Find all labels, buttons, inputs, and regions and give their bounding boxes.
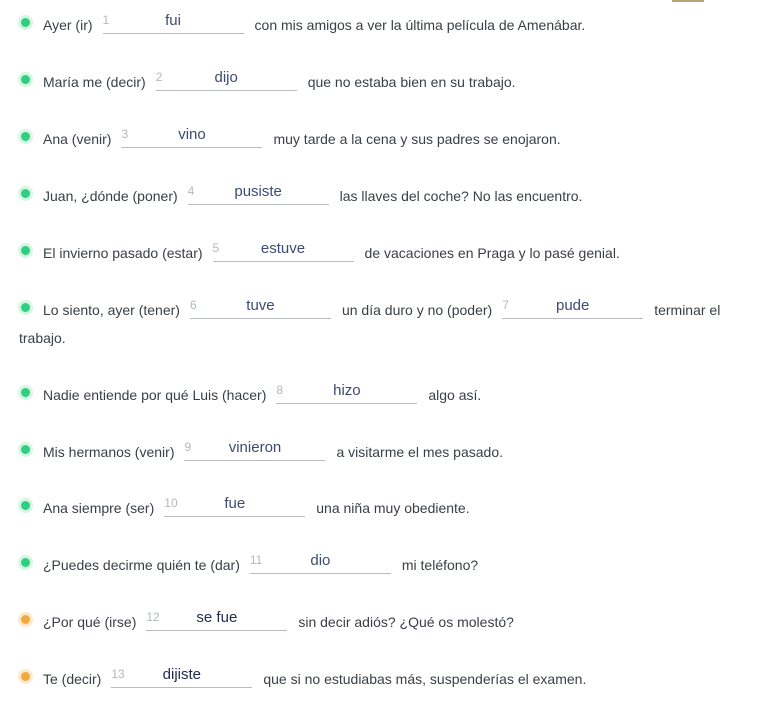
blank-number: 3	[121, 127, 129, 141]
partial-status-dot	[21, 672, 30, 681]
sentence-before: ¿Puedes decirme quién te (dar)	[43, 557, 240, 573]
blank-number: 1	[102, 13, 110, 27]
correct-status-dot	[21, 501, 30, 510]
blank-number: 11	[249, 553, 263, 567]
exercise-item-9	[0, 441, 767, 481]
partial-status-dot	[21, 615, 30, 624]
answer-text: fue	[224, 495, 246, 512]
exercise-item-3	[0, 128, 767, 168]
sentence-after: con mis amigos a ver la última película de Amenábar.	[254, 17, 586, 33]
answer-blank-9[interactable]	[184, 440, 325, 461]
exercise-item-8	[0, 384, 767, 424]
exercise-item-13	[0, 668, 767, 708]
correct-status-dot	[21, 388, 30, 397]
blank-number: 12	[146, 610, 160, 624]
answer-text: se fue	[196, 609, 238, 626]
answer-blank-11[interactable]	[250, 553, 391, 574]
blank-number: 8	[276, 383, 284, 397]
answer-blank-12[interactable]	[146, 610, 287, 631]
sentence-before: Te (decir)	[43, 671, 102, 687]
sentence-before: ¿Por qué (irse)	[43, 614, 137, 630]
sentence-line	[43, 299, 720, 319]
answer-blank-10[interactable]	[164, 496, 305, 517]
exercise-item-6	[0, 299, 767, 349]
exercise-item-4	[0, 185, 767, 225]
answer-text: dijo	[214, 69, 238, 86]
sentence-line	[43, 128, 561, 148]
sentence-line	[43, 242, 620, 262]
correct-status-dot	[21, 18, 30, 27]
answer-text: estuve	[260, 240, 306, 257]
sentence-line	[43, 71, 516, 91]
answer-blank-2[interactable]	[156, 70, 297, 91]
sentence-after: algo así.	[428, 387, 482, 403]
blank-number: 2	[155, 70, 163, 84]
blank-number: 6	[189, 298, 197, 312]
answer-blank-4[interactable]	[188, 184, 329, 205]
sentence-line	[43, 554, 478, 574]
exercise-item-11	[0, 554, 767, 594]
sentence-after: que no estaba bien en su trabajo.	[307, 74, 516, 90]
sentence-line	[43, 497, 470, 517]
sentence-before: Ana siempre (ser)	[43, 500, 155, 516]
correct-status-dot	[21, 132, 30, 141]
answer-text: dijiste	[162, 666, 202, 683]
correct-status-dot	[21, 303, 30, 312]
answer-text: vinieron	[228, 439, 282, 456]
sentence-before: Nadie entiende por qué Luis (hacer)	[43, 387, 267, 403]
answer-blank-6[interactable]	[190, 298, 331, 319]
sentence-before: María me (decir)	[43, 74, 146, 90]
sentence-line	[43, 14, 585, 34]
exercise-item-5	[0, 242, 767, 282]
sentence-after: muy tarde a la cena y sus padres se enojaron.	[273, 131, 561, 147]
sentence-middle: un día duro y no (poder)	[341, 302, 493, 318]
answer-blank-5[interactable]	[213, 241, 354, 262]
correct-status-dot	[21, 189, 30, 198]
blank-number: 13	[111, 667, 125, 681]
top-accent-bar	[672, 0, 704, 2]
sentence-after: terminar el	[654, 302, 721, 318]
sentence-line	[43, 384, 481, 404]
blank-number: 4	[187, 184, 195, 198]
exercise-item-10	[0, 497, 767, 537]
blank-number: 5	[212, 241, 220, 255]
answer-text: dio	[310, 552, 331, 569]
correct-status-dot	[21, 75, 30, 84]
answer-text: fui	[165, 12, 181, 29]
exercise-item-12	[0, 611, 767, 651]
sentence-line	[43, 668, 586, 688]
blank-number: 10	[164, 496, 178, 510]
answer-blank-3[interactable]	[121, 127, 262, 148]
sentence-before: Lo siento, ayer (tener)	[43, 302, 180, 318]
sentence-before: Ayer (ir)	[43, 17, 93, 33]
answer-text: pusiste	[234, 183, 282, 200]
sentence-tail: trabajo.	[19, 330, 66, 346]
sentence-line	[43, 185, 582, 205]
sentence-after: una niña muy obediente.	[316, 500, 470, 516]
sentence-before: Juan, ¿dónde (poner)	[43, 188, 178, 204]
answer-blank-7[interactable]	[502, 298, 643, 319]
exercise-item-1	[0, 14, 767, 54]
exercise-item-2	[0, 71, 767, 111]
answer-text: vino	[178, 126, 206, 143]
correct-status-dot	[21, 558, 30, 567]
sentence-before: Ana (venir)	[43, 131, 112, 147]
correct-status-dot	[21, 445, 30, 454]
sentence-after: que si no estudiabas más, suspenderías el examen.	[263, 671, 587, 687]
answer-text: pude	[556, 297, 590, 314]
sentence-after: a visitarme el mes pasado.	[336, 444, 504, 460]
blank-number: 9	[184, 440, 192, 454]
sentence-before: Mis hermanos (venir)	[43, 444, 175, 460]
sentence-line	[43, 611, 514, 631]
answer-blank-1[interactable]	[103, 13, 244, 34]
sentence-line	[43, 441, 503, 461]
answer-blank-13[interactable]	[111, 667, 252, 688]
answer-text: hizo	[333, 382, 361, 399]
answer-text: tuve	[246, 297, 275, 314]
answer-blank-8[interactable]	[276, 383, 417, 404]
sentence-after: de vacaciones en Praga y lo pasé genial.	[364, 245, 620, 261]
sentence-after: sin decir adiós? ¿Qué os molestó?	[298, 614, 514, 630]
sentence-before: El invierno pasado (estar)	[43, 245, 203, 261]
sentence-after: las llaves del coche? No las encuentro.	[339, 188, 583, 204]
blank-number: 7	[502, 298, 509, 312]
correct-status-dot	[21, 246, 30, 255]
sentence-after: mi teléfono?	[401, 557, 479, 573]
